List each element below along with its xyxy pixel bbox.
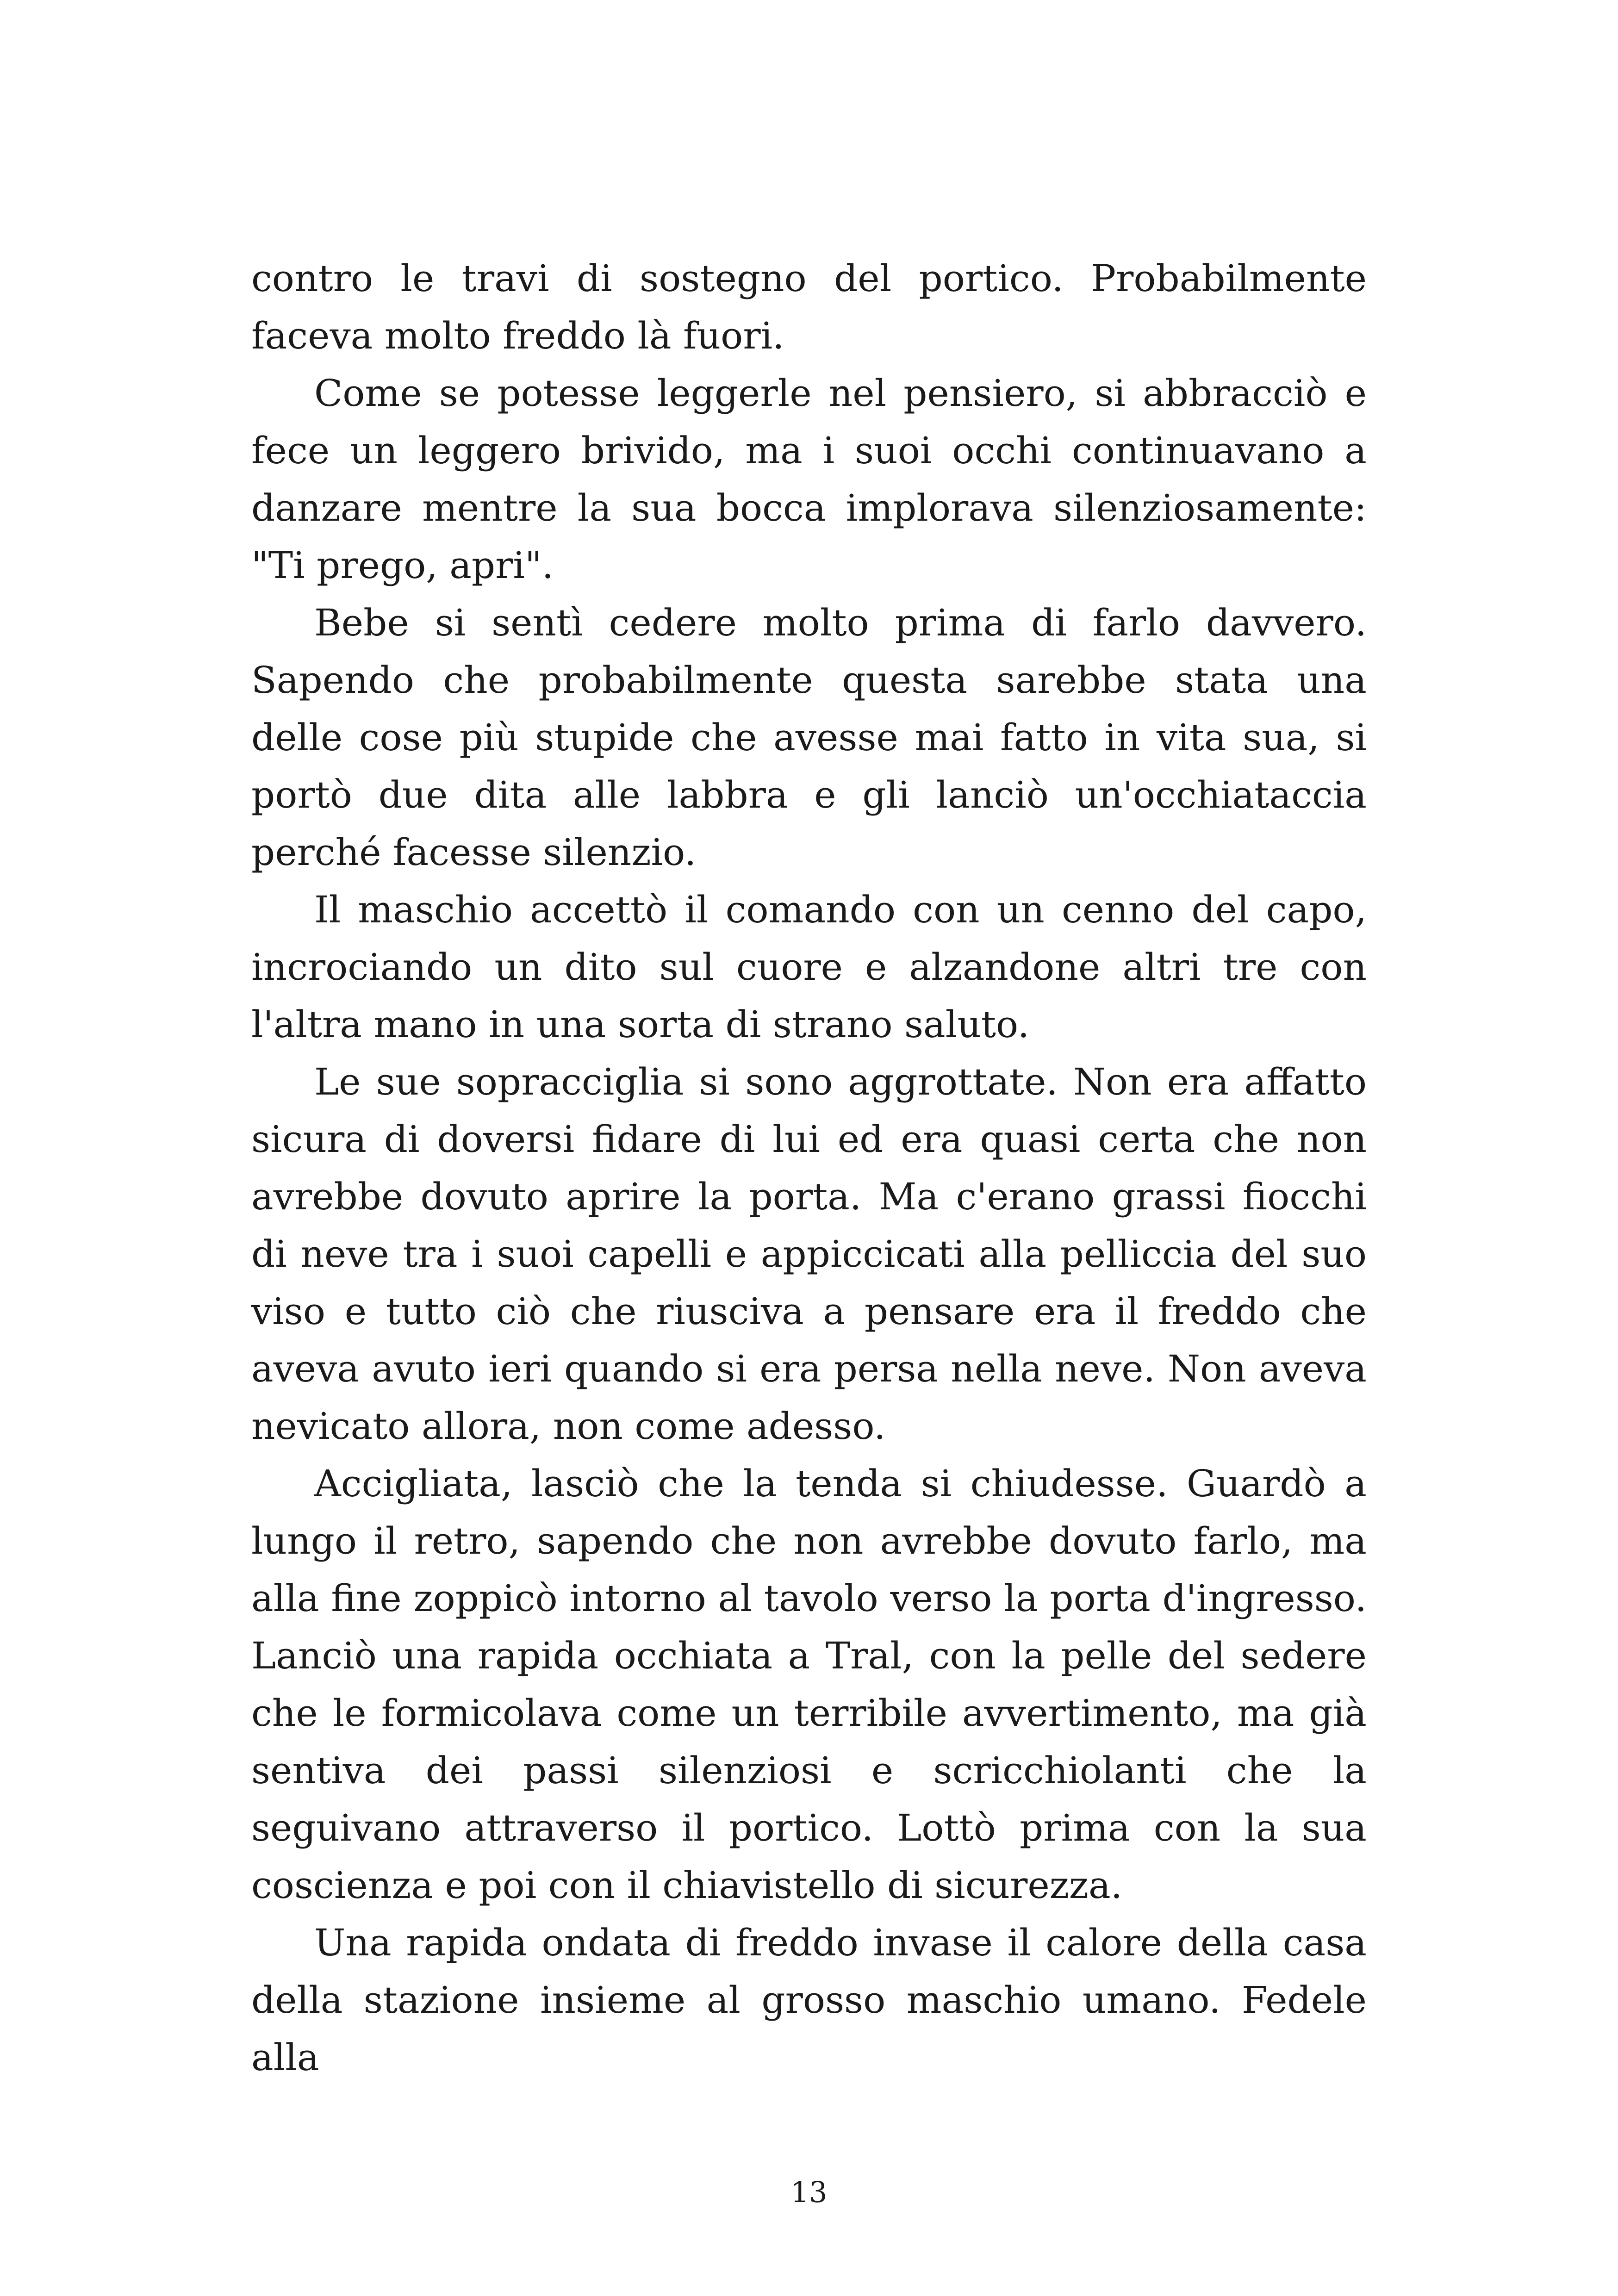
- paragraph: Bebe si sentì cedere molto prima di farlo davvero. Sapendo che probabilmente questa sarebbe stata una delle cose più stupide che avesse mai fatto in vita sua, si portò due dita alle labbra e gli lanciò un'occhiataccia perché facesse silenzio.: [251, 601, 1367, 874]
- paragraph: Una rapida ondata di freddo invase il calore della casa della stazione insieme al grosso maschio umano. Fedele alla: [251, 1921, 1367, 2079]
- paragraph: Accigliata, lasciò che la tenda si chiudesse. Guardò a lungo il retro, sapendo che non avrebbe dovuto farlo, ma alla fine zoppicò intorno al tavolo verso la porta d'ingresso. Lanciò una rapida occhiata a Tral, con la pelle del sedere che le formicolava come un terribile avvertimento, ma già sentiva dei passi silenziosi e scricchiolanti che la seguivano attraverso il portico. Lottò prima con la sua coscienza e poi con il chiavistello di sicurezza.: [251, 1462, 1367, 1907]
- paragraph: Come se potesse leggerle nel pensiero, si abbracciò e fece un leggero brivido, ma i suoi occhi continuavano a danzare mentre la sua bocca implorava silenziosamente: "Ti prego, apri".: [251, 372, 1367, 587]
- paragraph: Il maschio accettò il comando con un cenno del capo, incrociando un dito sul cuore e alzandone altri tre con l'altra mano in una sorta di strano saluto.: [251, 888, 1367, 1046]
- page-number: 13: [790, 2175, 828, 2209]
- paragraph: Le sue sopracciglia si sono aggrottate. Non era affatto sicura di doversi fidare di lui ed era quasi certa che non avrebbe dovuto aprire la porta. Ma c'erano grassi fiocchi di neve tra i suoi capelli e appiccicati alla pelliccia del suo viso e tutto ciò che riusciva a pensare era il freddo che aveva avuto ieri quando si era persa nella neve. Non aveva nevicato allora, non come adesso.: [251, 1060, 1367, 1448]
- paragraph: contro le travi di sostegno del portico. Probabilmente faceva molto freddo là fuori.: [251, 257, 1367, 357]
- body-text: [251, 250, 1367, 2086]
